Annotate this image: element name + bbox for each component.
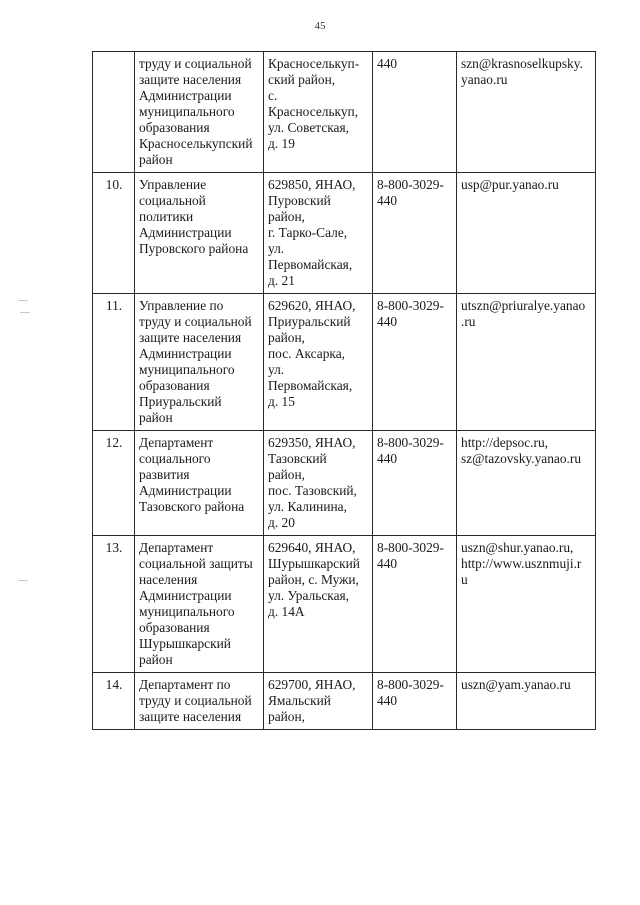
address-cell [264,173,373,294]
organization-name-line: Управление [139,177,207,192]
phone-line: 440 [377,451,398,466]
organization-name-cell [135,673,264,730]
address-line: ул. Советская, [268,120,350,135]
address-cell [264,673,373,730]
organization-name-line: Администрации [139,483,232,498]
phone-line: 440 [377,56,398,71]
address-line: ский район, [268,72,336,87]
row-number: 12. [105,435,123,450]
address-line: район, [268,209,306,224]
organization-name-line: защите населения [139,709,242,724]
address-line: 629620, ЯНАО, [268,298,356,313]
organization-name-line: Администрации [139,346,232,361]
organization-name-line: Департамент по [139,677,231,692]
address-line: район, [268,330,306,345]
contact-line: http://depsoc.ru, [461,435,549,450]
table-row [93,431,596,536]
contact-cell [457,173,596,294]
address-line: Шурышкарский [268,556,360,571]
phone-cell [373,431,457,536]
address-line: д. 20 [268,515,295,530]
organization-name-cell [135,431,264,536]
contact-line: uszn@shur.yanao.ru, [461,540,574,555]
address-line: ул. Уральская, [268,588,350,603]
row-number-cell [93,431,135,536]
organization-name-line: муниципального [139,104,235,119]
address-line: пос. Аксарка, [268,346,346,361]
address-line: 629350, ЯНАО, [268,435,356,450]
organization-name-line: муниципального [139,362,235,377]
phone-line: 440 [377,693,398,708]
row-number-cell [93,173,135,294]
table-row [93,294,596,431]
phone-cell [373,536,457,673]
address-line: Первомайская, [268,378,353,393]
organization-name-cell [135,173,264,294]
organization-name-cell [135,52,264,173]
organization-name-line: труду и социальной [139,314,252,329]
address-line: ул. [268,241,285,256]
phone-line: 8-800-3029- [377,435,444,450]
phone-cell [373,173,457,294]
table-row [93,673,596,730]
row-number: 13. [105,540,123,555]
contact-line: http://www.usznmuji.r [461,556,582,571]
organization-name-line: Администрации [139,88,232,103]
scan-mark [18,300,28,301]
organization-name-line: труду и социальной [139,56,252,71]
contact-line: uszn@yam.yanao.ru [461,677,571,692]
phone-line: 8-800-3029- [377,177,444,192]
address-line: район, [268,709,306,724]
organization-name-line: политики [139,209,194,224]
row-number: 11. [105,298,123,313]
phone-line: 8-800-3029- [377,677,444,692]
phone-line: 8-800-3029- [377,540,444,555]
row-number-cell [93,673,135,730]
page-number: 45 [314,20,326,32]
table-row [93,173,596,294]
address-line: 629700, ЯНАО, [268,677,356,692]
organization-name-line: развития [139,467,190,482]
address-line: Приуральский [268,314,351,329]
scan-mark [20,312,30,313]
address-cell [264,431,373,536]
address-cell [264,294,373,431]
organization-name-line: образования [139,378,210,393]
address-line: Пуровский [268,193,331,208]
table-row [93,52,596,173]
contact-line: sz@tazovsky.yanao.ru [461,451,582,466]
contact-line: yanao.ru [461,72,508,87]
address-cell [264,52,373,173]
contact-cell [457,52,596,173]
address-line: Красноселькуп- [268,56,360,71]
address-line: Первомайская, [268,257,353,272]
row-number-cell [93,536,135,673]
contact-cell [457,294,596,431]
address-cell [264,536,373,673]
row-number: 14. [105,677,123,692]
organization-name-line: Администрации [139,225,232,240]
social-services-table [92,51,596,730]
address-line: Тазовский [268,451,327,466]
phone-cell [373,294,457,431]
address-line: район, с. Мужи, [268,572,359,587]
address-line: 629640, ЯНАО, [268,540,356,555]
organization-name-line: социального [139,451,211,466]
organization-name-line: защите населения [139,72,242,87]
contact-line: utszn@priuralye.yanao [461,298,586,313]
phone-line: 8-800-3029- [377,298,444,313]
organization-name-line: образования [139,120,210,135]
contact-cell [457,431,596,536]
organization-name-line: Приуральский [139,394,222,409]
address-line: д. 19 [268,136,295,151]
organization-name-line: защите населения [139,330,242,345]
address-line: ул. Калинина, [268,499,347,514]
phone-line: 440 [377,314,398,329]
row-number-cell [93,52,135,173]
phone-line: 440 [377,556,398,571]
phone-cell [373,52,457,173]
contact-line: .ru [461,314,476,329]
contact-line: u [461,572,468,587]
row-number: 10. [105,177,123,192]
phone-line: 440 [377,193,398,208]
contact-line: usp@pur.yanao.ru [461,177,559,192]
address-line: 629850, ЯНАО, [268,177,356,192]
address-line: пос. Тазовский, [268,483,357,498]
organization-name-cell [135,294,264,431]
organization-name-line: труду и социальной [139,693,252,708]
address-line: Красноселькуп, [268,104,359,119]
address-line: район, [268,467,306,482]
contact-cell [457,536,596,673]
organization-name-cell [135,536,264,673]
organization-name-line: социальной защиты [139,556,253,571]
organization-name-line: Пуровского района [139,241,249,256]
organization-name-line: район [139,152,173,167]
address-line: г. Тарко-Сале, [268,225,348,240]
organization-name-line: населения [139,572,198,587]
address-line: д. 21 [268,273,295,288]
organization-name-line: Управление по [139,298,224,313]
phone-cell [373,673,457,730]
organization-name-line: образования [139,620,210,635]
address-line: с. [268,88,278,103]
organization-name-line: Департамент [139,435,214,450]
organization-name-line: муниципального [139,604,235,619]
row-number-cell [93,294,135,431]
scan-mark [18,580,28,581]
table-row [93,536,596,673]
address-line: д. 15 [268,394,295,409]
organization-name-line: Департамент [139,540,214,555]
address-line: д. 14А [268,604,305,619]
organization-name-line: Администрации [139,588,232,603]
organization-name-line: социальной [139,193,206,208]
organization-name-line: район [139,652,173,667]
organization-name-line: Красноселькупский [139,136,253,151]
address-line: Ямальский [268,693,331,708]
table-body [93,52,596,730]
contact-cell [457,673,596,730]
contact-line: szn@krasnoselkupsky. [461,56,583,71]
organization-name-line: Шурышкарский [139,636,231,651]
organization-name-line: район [139,410,173,425]
organization-name-line: Тазовского района [139,499,245,514]
address-line: ул. [268,362,285,377]
